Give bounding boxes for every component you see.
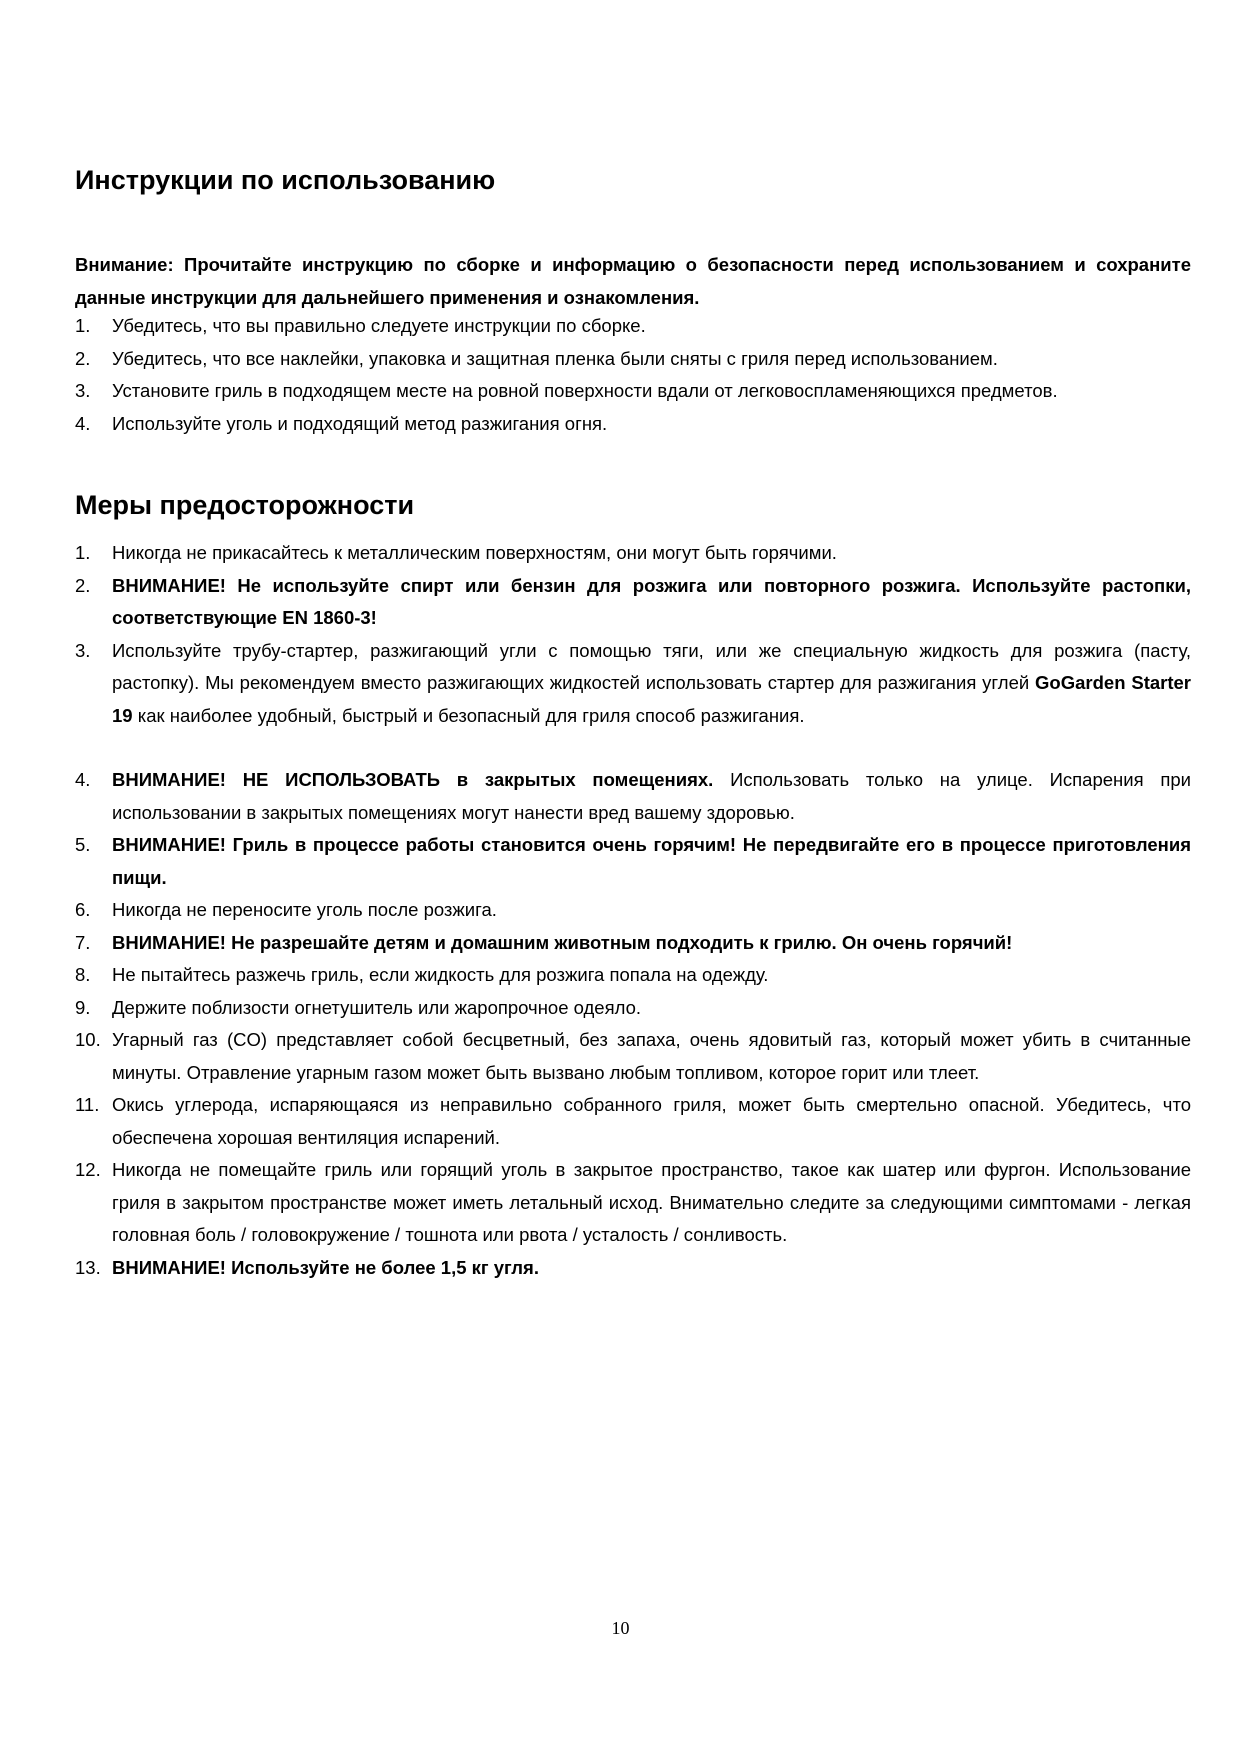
item-warning-text: ВНИМАНИЕ! Не используйте спирт или бензин для розжига или повторного розжига. Используйте растопки, соответствующие EN 1860-3! bbox=[112, 574, 1191, 628]
item-number: 5. bbox=[75, 834, 91, 855]
product-name: GoGarden Starter 19 bbox=[112, 672, 1191, 726]
item-text: Окись углерода, испаряющаяся из неправильно собранного гриля, может быть смертельно опасной. Убедитесь, что обеспечена хорошая вентиляция испарений. bbox=[112, 1094, 1191, 1148]
item-number: 2. bbox=[75, 347, 91, 369]
item-number: 4. bbox=[75, 412, 91, 434]
item-warning-text: ВНИМАНИЕ! НЕ ИСПОЛЬЗОВАТЬ в закрытых помещениях. bbox=[112, 769, 714, 790]
item-warning-text: ВНИМАНИЕ! Не разрешайте детям и домашним животным подходить к грилю. Он очень горячий! bbox=[112, 931, 1013, 953]
item-text: Угарный газ (CO) представляет собой бесцветный, без запаха, очень ядовитый газ, который может убить в считанные минуты. Отравление угарным газом может быть вызвано любым топливом, которое горит или тлеет. bbox=[112, 1029, 1191, 1083]
list-item bbox=[75, 1024, 1191, 1089]
precautions-list bbox=[75, 537, 1191, 1284]
item-text: Использовать только на улице. Испарения при использовании в закрытых помещениях могут нанести вред вашему здоровью. bbox=[112, 769, 1191, 823]
list-item bbox=[75, 764, 1191, 829]
item-number: 1. bbox=[75, 315, 91, 336]
list-item bbox=[75, 894, 1191, 927]
item-text: Не пытайтесь разжечь гриль, если жидкость для розжига попала на одежду. bbox=[112, 964, 769, 985]
item-number: 8. bbox=[75, 964, 91, 985]
item-number: 6. bbox=[75, 899, 91, 920]
item-number: 4. bbox=[75, 769, 91, 790]
item-text: Никогда не помещайте гриль или горящий уголь в закрытое пространство, такое как шатер или фургон. Использование гриля в закрытом пространстве может иметь летальный исход. Внимательно следите за следующими симптомами - легкая головная боль / головокружение / тошнота или рвота / усталость / сонливость. bbox=[112, 1159, 1191, 1245]
item-warning-text: ВНИМАНИЕ! Используйте не более 1,5 кг угля. bbox=[112, 1256, 539, 1278]
item-number: 3. bbox=[75, 639, 91, 661]
page-number: 10 bbox=[611, 1618, 630, 1638]
item-number: 3. bbox=[75, 380, 91, 401]
list-item bbox=[75, 635, 1191, 733]
item-text: Держите поблизости огнетушитель или жаропрочное одеяло. bbox=[112, 996, 642, 1018]
list-item bbox=[75, 537, 1191, 570]
item-number: 13. bbox=[75, 1256, 101, 1278]
list-item bbox=[75, 927, 1191, 960]
warning-intro: Внимание: Прочитайте инструкцию по сборке и информацию о безопасности перед использованием и сохраните данные инструкции для дальнейшего применения и ознакомления. bbox=[75, 254, 1191, 308]
list-item bbox=[75, 1252, 1191, 1285]
item-text: как наиболее удобный, быстрый и безопасный для гриля способ разжигания. bbox=[132, 704, 805, 726]
item-number: 10. bbox=[75, 1029, 101, 1050]
item-warning-text: ВНИМАНИЕ! Гриль в процессе работы становится очень горячим! Не передвигайте его в процессе приготовления пищи. bbox=[112, 834, 1191, 888]
list-item bbox=[75, 570, 1191, 635]
item-number: 2. bbox=[75, 574, 91, 596]
list-item bbox=[75, 375, 1191, 408]
list-item bbox=[75, 992, 1191, 1025]
list-item bbox=[75, 1089, 1191, 1154]
item-number: 7. bbox=[75, 931, 91, 953]
instructions-list bbox=[75, 310, 1191, 440]
item-text: Убедитесь, что все наклейки, упаковка и защитная пленка были сняты с гриля перед использованием. bbox=[112, 347, 998, 369]
item-text: Никогда не прикасайтесь к металлическим поверхностям, они могут быть горячими. bbox=[112, 542, 837, 563]
item-number: 11. bbox=[75, 1094, 100, 1115]
section-title-instructions: Инструкции по использованию bbox=[75, 165, 496, 195]
item-number: 12. bbox=[75, 1159, 101, 1180]
item-text: Используйте уголь и подходящий метод разжигания огня. bbox=[112, 412, 608, 434]
list-item bbox=[75, 343, 1191, 376]
list-item bbox=[75, 829, 1191, 894]
item-text: Установите гриль в подходящем месте на ровной поверхности вдали от легковоспламеняющихся предметов. bbox=[112, 380, 1058, 401]
list-item bbox=[75, 1154, 1191, 1252]
list-item bbox=[75, 310, 1191, 343]
item-number: 1. bbox=[75, 542, 91, 563]
item-text: Убедитесь, что вы правильно следуете инструкции по сборке. bbox=[112, 315, 646, 336]
item-text: Никогда не переносите уголь после розжига. bbox=[112, 899, 497, 920]
item-number: 9. bbox=[75, 996, 91, 1018]
item-text: Используйте трубу-стартер, разжигающий угли с помощью тяги, или же специальную жидкость для розжига (пасту, растопку). Мы рекомендуем вместо разжигающих жидкостей использовать стартер для разжигания углей bbox=[112, 639, 1191, 693]
list-item bbox=[75, 959, 1191, 992]
section-title-precautions: Меры предосторожности bbox=[75, 490, 415, 520]
list-item bbox=[75, 408, 1191, 441]
